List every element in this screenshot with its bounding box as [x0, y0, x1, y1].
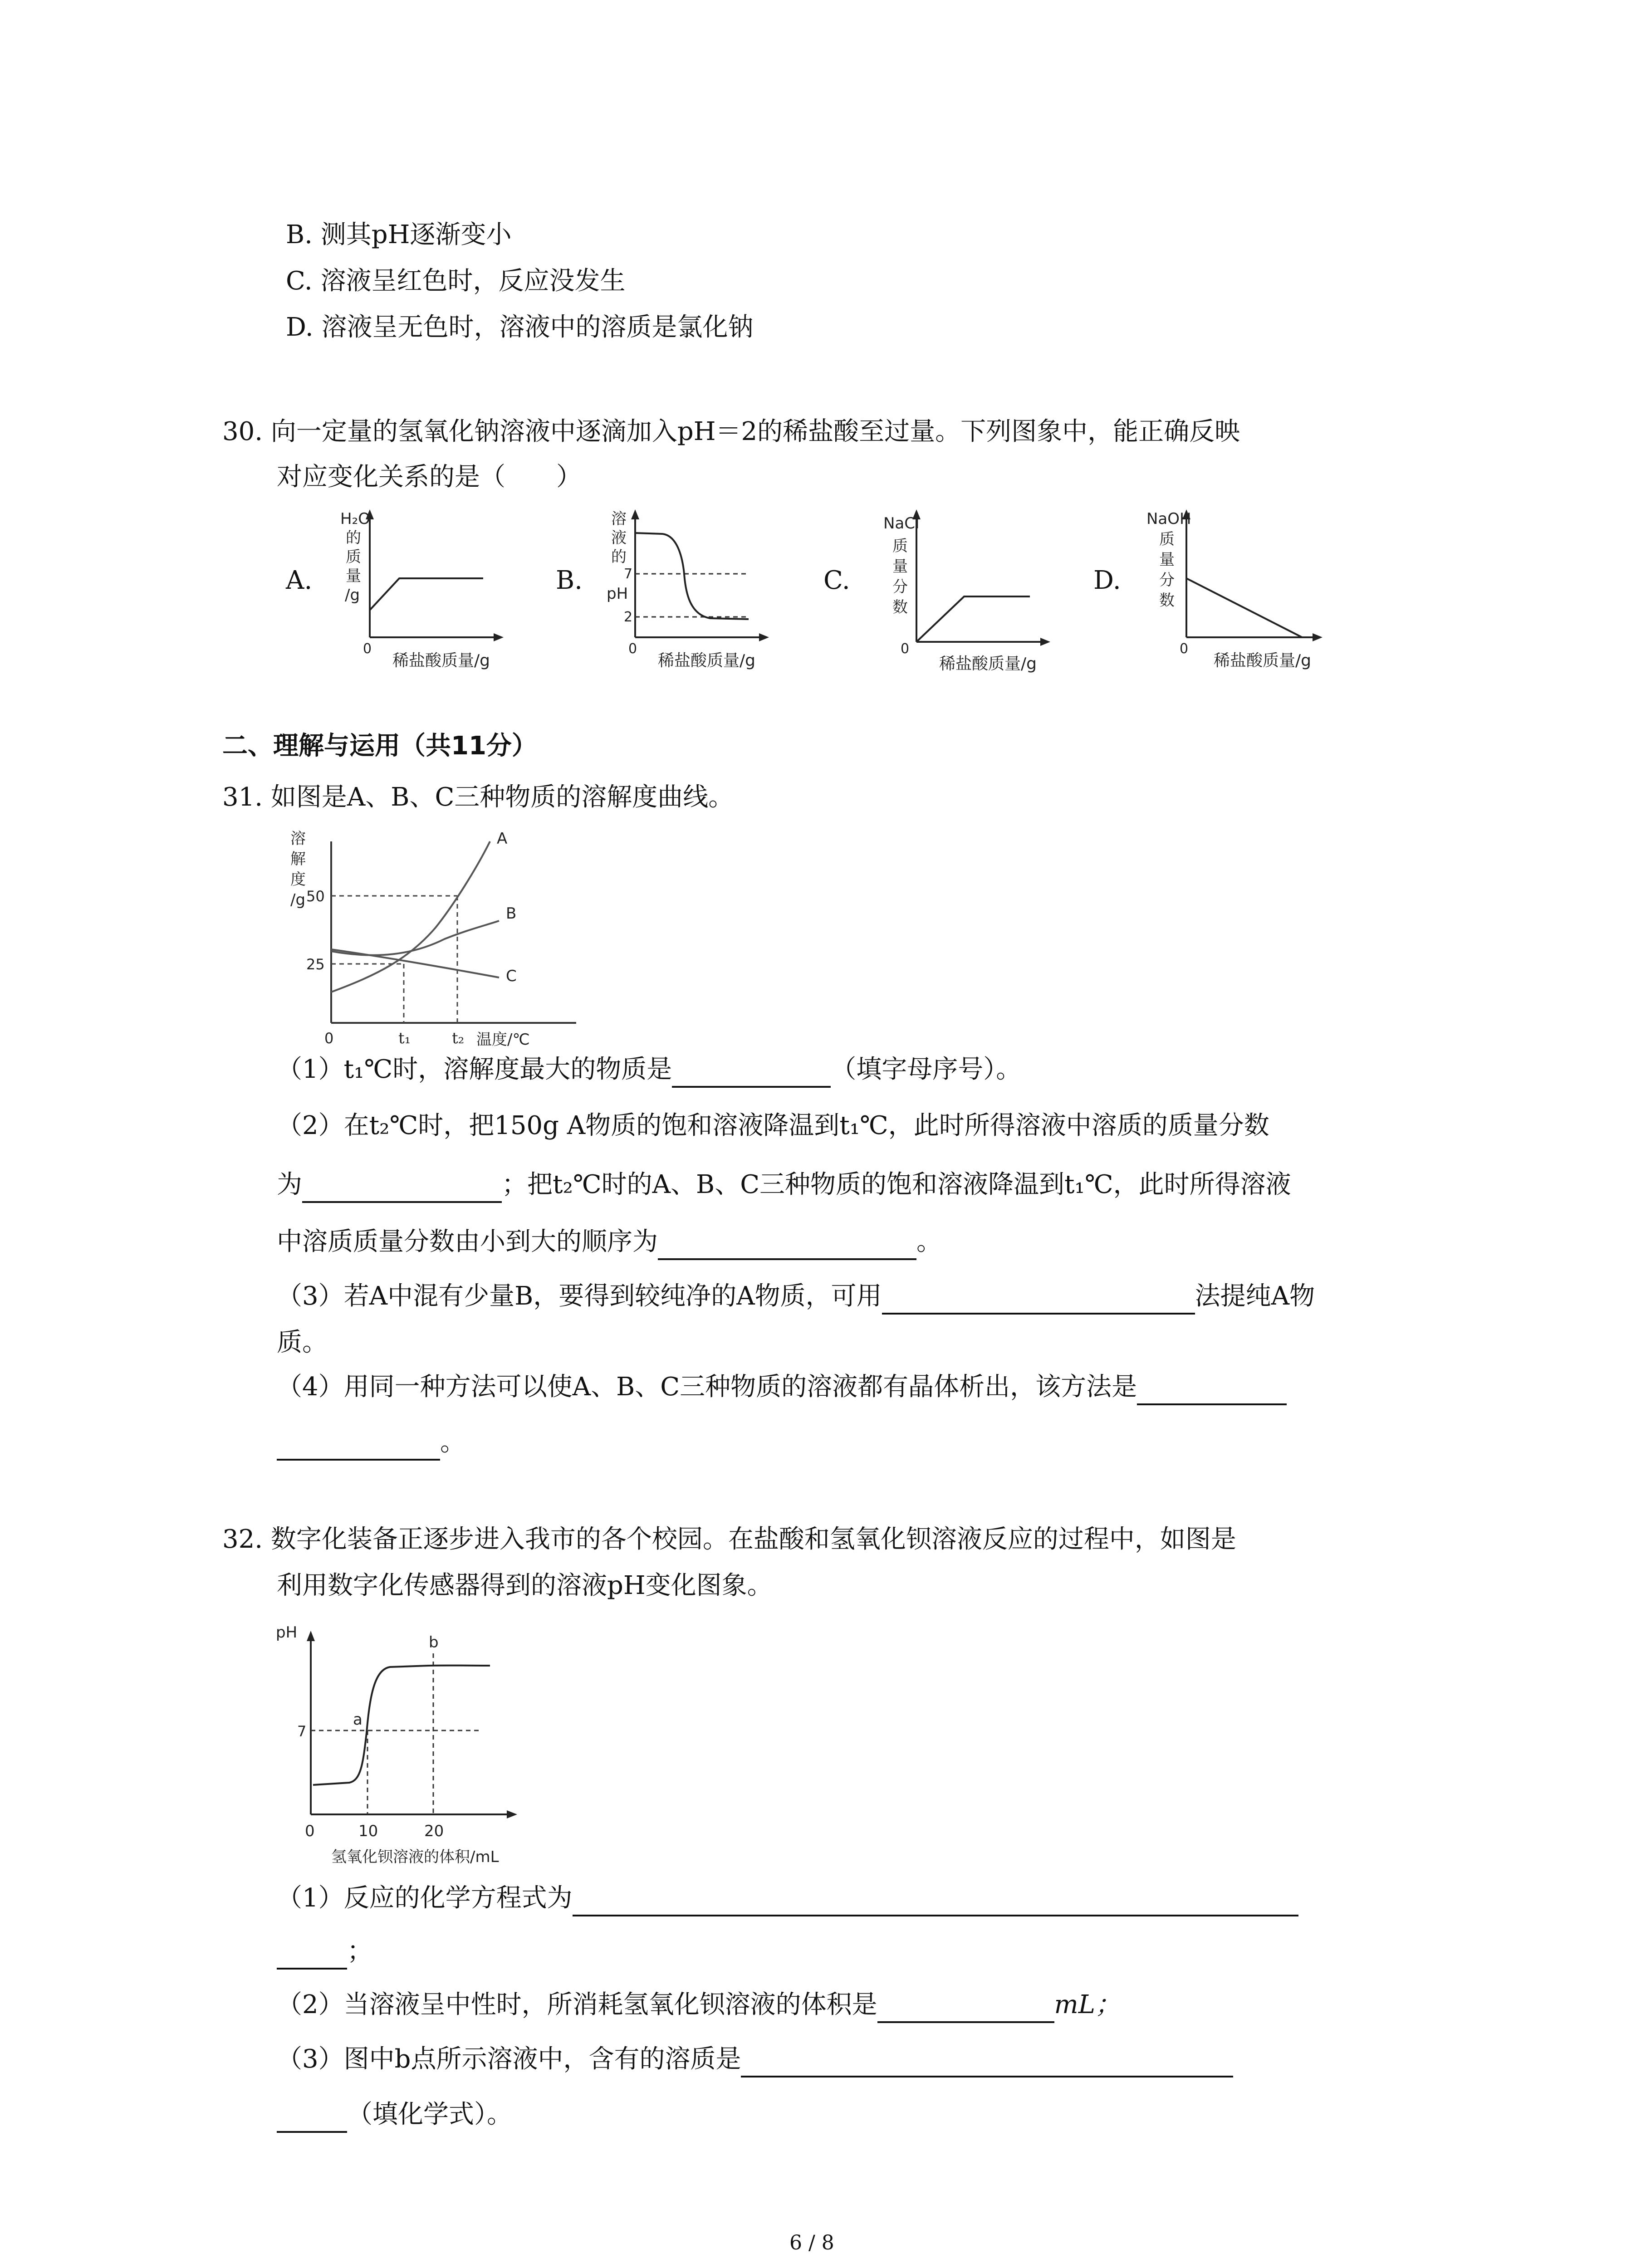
q31-part1-text: （1）t₁℃时，溶解度最大的物质是	[277, 1055, 672, 1084]
q32-part3-line1	[277, 2041, 1233, 2077]
graph-c-ylabel-3: 分	[892, 578, 908, 596]
q32-ylabel: pH	[276, 1623, 298, 1642]
q32-part2-unit: mL；	[1054, 1990, 1121, 2019]
q31-part3-line2: 质。	[277, 1328, 328, 1357]
q30-label-b: B.	[556, 566, 583, 595]
q31-part4-blank-2[interactable]	[277, 1432, 440, 1461]
q30-graph-d	[1141, 506, 1336, 674]
q29-option-d: D. 溶液呈无色时，溶液中的溶质是氯化钠	[286, 313, 754, 342]
graph-a-xlabel: 稀盐酸质量/g	[392, 651, 490, 670]
q32-part3-blank-1[interactable]	[741, 2048, 1233, 2077]
graph-c-line	[916, 596, 1030, 642]
q32-tick-20: 20	[424, 1822, 444, 1840]
q32-part2-blank[interactable]	[877, 1994, 1054, 2023]
graph-b-xlabel: 稀盐酸质量/g	[658, 651, 755, 670]
q31-tick-t1: t₁	[398, 1029, 411, 1047]
graph-b-tick-2: 2	[624, 609, 633, 625]
q30-label-a: A.	[286, 566, 313, 595]
q31-ylabel-1: 解	[290, 850, 306, 868]
graph-b-tick-7: 7	[624, 566, 633, 582]
q31-ylabel-3: /g	[290, 891, 306, 909]
q32-part2-text: （2）当溶液呈中性时，所消耗氢氧化钡溶液的体积是	[277, 1990, 877, 2019]
q30-label-d: D.	[1093, 566, 1121, 595]
q31-solubility-graph	[272, 823, 617, 1050]
graph-a-origin: 0	[363, 641, 372, 657]
q31-part2-line3	[277, 1224, 942, 1260]
q31-part4-blank-1[interactable]	[1137, 1376, 1287, 1405]
q31-ylabel-2: 度	[290, 870, 306, 889]
curve-a	[331, 841, 490, 992]
q31-part3-text: （3）若A中混有少量B，要得到较纯净的A物质，可用	[277, 1281, 882, 1311]
q29-option-c: C. 溶液呈红色时，反应没发生	[286, 266, 626, 296]
q31-part3-line1	[277, 1278, 1315, 1315]
q31-origin: 0	[324, 1030, 334, 1047]
q31-part3-text-end: 法提纯A物	[1195, 1281, 1315, 1311]
page-number: 6 / 8	[789, 2231, 834, 2254]
graph-a-line	[370, 578, 483, 610]
q32-part3-line2	[277, 2097, 512, 2133]
graph-d-line	[1186, 578, 1302, 637]
graph-b-curve	[635, 533, 749, 619]
q29-option-b: B. 测其pH逐渐变小	[286, 220, 512, 249]
q32-part1-text: （1）反应的化学方程式为	[277, 1883, 573, 1913]
q30-stem-line1: 30. 向一定量的氢氧化钠溶液中逐滴加入pH＝2的稀盐酸至过量。下列图象中，能正确反映	[222, 417, 1240, 446]
q30-graph-a	[327, 506, 517, 674]
q31-part2-line3-text: 中溶质质量分数由小到大的顺序为	[277, 1227, 658, 1256]
q31-part2-blank-2[interactable]	[658, 1231, 916, 1260]
q32-tick-10: 10	[358, 1822, 378, 1840]
q30-graph-b	[592, 506, 783, 674]
graph-d-origin: 0	[1180, 641, 1189, 657]
q31-part2-line3-end: 。	[916, 1227, 942, 1256]
q31-xlabel: 温度/℃	[476, 1031, 530, 1049]
q32-part1-end: ；	[347, 1936, 372, 1966]
graph-d-ylabel-4: 数	[1159, 591, 1175, 610]
graph-d-ylabel-0: NaOH	[1146, 510, 1191, 528]
q32-part3-end: （填化学式）。	[347, 2100, 512, 2129]
section-heading: 二、理解与运用（共11分）	[222, 731, 537, 761]
q30-graph-c	[873, 506, 1064, 674]
graph-b-origin: 0	[628, 641, 637, 657]
q32-point-a: a	[353, 1711, 362, 1729]
graph-b-ylabel-2: 的	[611, 548, 627, 566]
q31-part1-blank[interactable]	[672, 1059, 831, 1088]
q31-part2-line2-rest: ；把t₂℃时的A、B、C三种物质的饱和溶液降温到t₁℃，此时所得溶液	[502, 1170, 1291, 1199]
graph-c-ylabel-2: 量	[892, 557, 908, 576]
q31-part4-line2	[277, 1424, 465, 1461]
q32-tick-7: 7	[297, 1723, 307, 1740]
q32-part1-line2	[277, 1933, 372, 1970]
graph-b-ylabel-0: 溶	[611, 510, 627, 528]
q31-part1-end: （填字母序号）。	[831, 1055, 1022, 1084]
q32-part2	[277, 1987, 1121, 2023]
graph-c-ylabel-1: 质	[892, 537, 908, 555]
q31-tick-50: 50	[306, 888, 325, 905]
q31-part2-blank-1[interactable]	[302, 1174, 502, 1203]
q31-part1	[277, 1051, 1021, 1088]
q32-part3-text: （3）图中b点所示溶液中，含有的溶质是	[277, 2044, 741, 2074]
q31-part2-line2	[277, 1167, 1291, 1203]
q32-part1-blank-1[interactable]	[573, 1887, 1298, 1916]
q30-label-c: C.	[823, 566, 850, 595]
q32-origin: 0	[305, 1822, 315, 1840]
q31-ylabel-0: 溶	[290, 830, 306, 848]
q32-part1-line1	[277, 1880, 1298, 1916]
graph-a-ylabel-3: 量	[346, 567, 361, 585]
q31-part4-text: （4）用同一种方法可以使A、B、C三种物质的溶液都有晶体析出，该方法是	[277, 1372, 1137, 1402]
q31-part2-line2-start: 为	[277, 1170, 302, 1199]
graph-a-ylabel-4: /g	[345, 586, 360, 604]
graph-b-ylabel-3: pH	[607, 585, 628, 603]
curve-b	[331, 921, 499, 955]
q32-stem-line1: 32. 数字化装备正逐步进入我市的各个校园。在盐酸和氢氧化钡溶液反应的过程中，如图是	[222, 1525, 1236, 1554]
graph-c-ylabel-4: 数	[892, 598, 908, 616]
q32-point-b: b	[429, 1633, 439, 1652]
q32-xlabel: 氢氧化钡溶液的体积/mL	[331, 1848, 499, 1866]
q31-part4-line1	[277, 1369, 1287, 1405]
q31-tick-t2: t₂	[452, 1029, 465, 1047]
graph-d-ylabel-1: 质	[1159, 530, 1175, 548]
q31-part4-end: 。	[440, 1427, 465, 1457]
q31-label-c: C	[506, 967, 517, 985]
graph-d-ylabel-2: 量	[1159, 551, 1175, 569]
q32-stem-line2: 利用数字化传感器得到的溶液pH变化图象。	[277, 1571, 773, 1600]
graph-a-ylabel-1: 的	[346, 529, 361, 547]
graph-b-ylabel-1: 液	[611, 529, 627, 547]
graph-c-xlabel: 稀盐酸质量/g	[939, 655, 1037, 673]
q31-part2-line1: （2）在t₂℃时，把150g A物质的饱和溶液降温到t₁℃，此时所得溶液中溶质的质量分数	[277, 1111, 1269, 1140]
ph-curve	[313, 1666, 490, 1785]
q32-ph-graph	[272, 1619, 554, 1873]
q31-part3-blank[interactable]	[882, 1286, 1195, 1315]
graph-d-ylabel-3: 分	[1159, 571, 1175, 589]
q31-label-a: A	[497, 830, 508, 848]
graph-c-ylabel-0: NaCl	[883, 514, 920, 533]
q31-stem: 31. 如图是A、B、C三种物质的溶解度曲线。	[222, 782, 734, 812]
graph-a-ylabel-0: H₂O	[340, 510, 370, 528]
graph-c-origin: 0	[901, 641, 910, 657]
q32-part3-blank-2[interactable]	[277, 2104, 347, 2133]
graph-a-ylabel-2: 质	[346, 548, 361, 566]
q30-stem-line2: 对应变化关系的是（ ）	[277, 462, 582, 492]
q32-part1-blank-2[interactable]	[277, 1941, 347, 1970]
q31-label-b: B	[506, 904, 517, 923]
q31-tick-25: 25	[306, 956, 325, 973]
graph-d-xlabel: 稀盐酸质量/g	[1214, 651, 1311, 670]
